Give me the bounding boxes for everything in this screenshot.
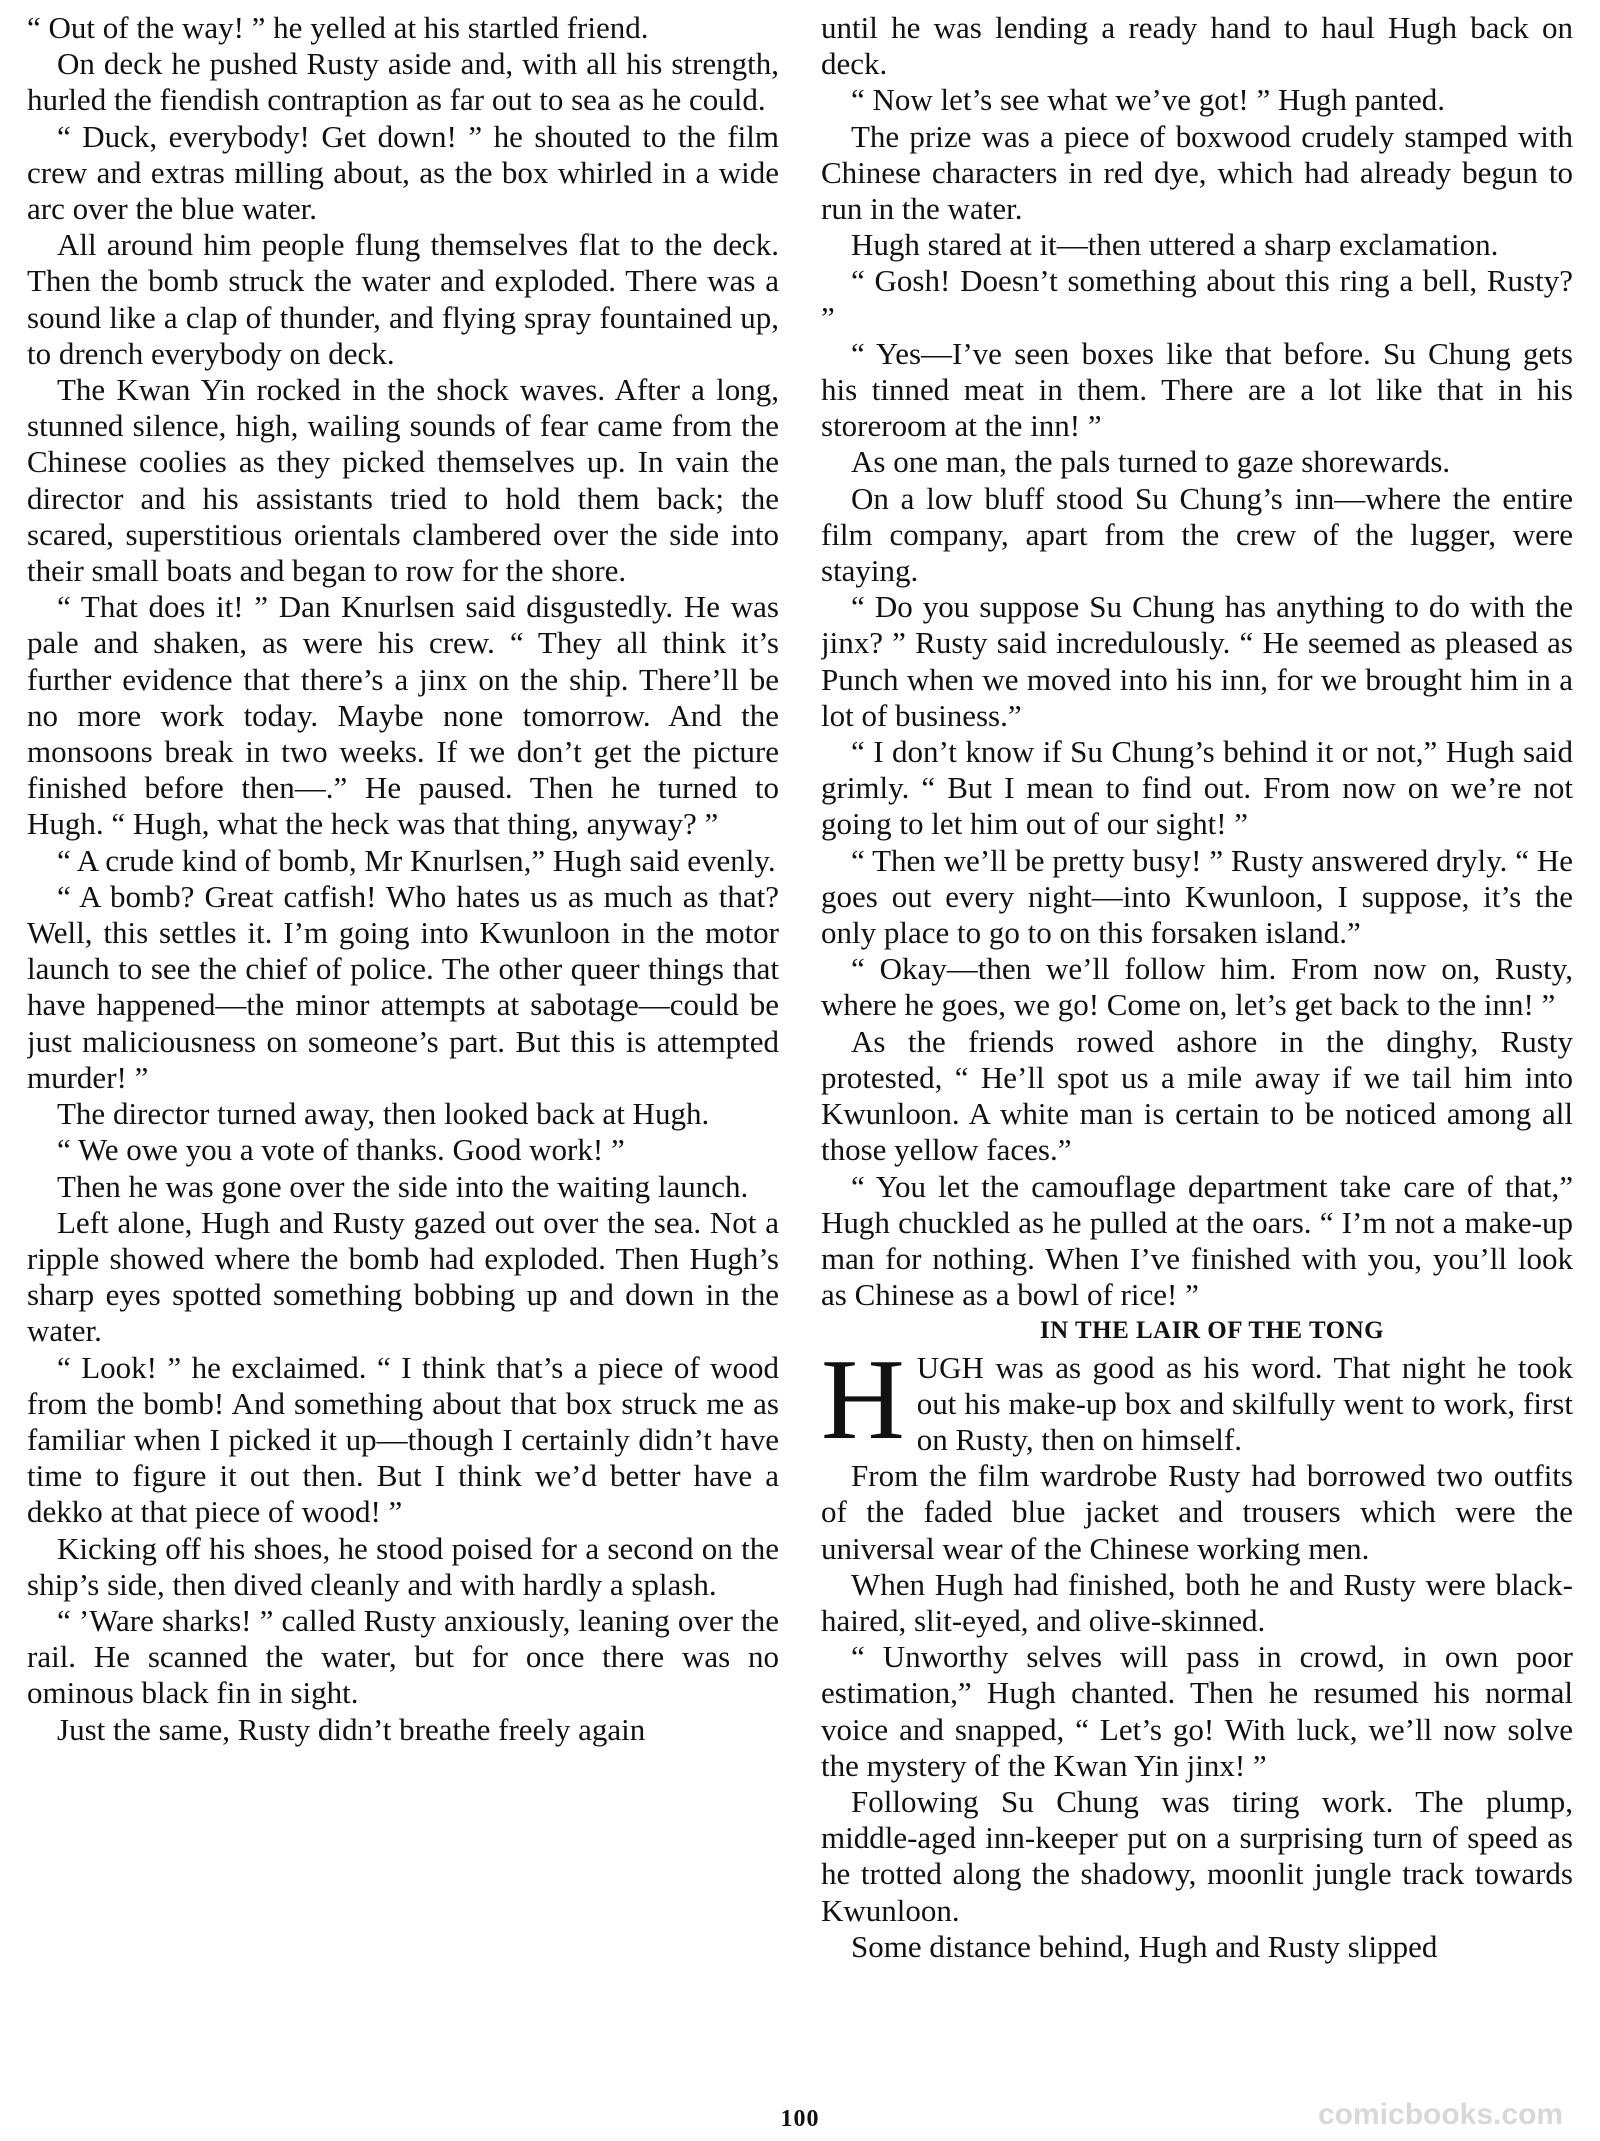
paragraph: As one man, the pals turned to gaze shorewards. (851, 444, 1451, 480)
paragraph: When Hugh had finished, both he and Rusty were black-haired, slit-eyed, and olive-skinned. (821, 1566, 1573, 1638)
paragraph: “ We owe you a vote of thanks. Good work! ” (57, 1132, 625, 1168)
dropcap-paragraph-text: UGH was as good as his word. That night he took out his make-up box and skilfully went to work, first on Rusty, then on himself. (916, 1349, 1573, 1457)
paragraph: “ Then we’ll be pretty busy! ” Rusty answered dryly. “ He goes out every night—into Kwunloon, I suppose, it’s the only place to go to on this forsaken island.” (821, 842, 1573, 951)
section-heading: IN THE LAIR OF THE TONG (1039, 1317, 1385, 1345)
paragraph: Left alone, Hugh and Rusty gazed out over the sea. Not a ripple showed where the bomb had exploded. Then Hugh’s sharp eyes spotted something bobbing up and down in the water. (27, 1204, 779, 1349)
paragraph: “ ’Ware sharks! ” called Rusty anxiously, leaning over the rail. He scanned the water, but for once there was no ominous black fin in sight. (27, 1602, 779, 1711)
paragraph: Kicking off his shoes, he stood poised for a second on the ship’s side, then dived cleanly and with hardly a splash. (27, 1530, 779, 1602)
paragraph: until he was lending a ready hand to haul Hugh back on deck. (821, 10, 1573, 82)
right-column (821, 10, 1573, 2090)
dropcap-paragraph (821, 1335, 1573, 1464)
paragraph: As the friends rowed ashore in the dinghy, Rusty protested, “ He’ll spot us a mile away if we tail him into Kwunloon. A white man is certain to be noticed among all those yellow faces.” (821, 1023, 1573, 1168)
paragraph: “ Look! ” he exclaimed. “ I think that’s a piece of wood from the bomb! And something about that box struck me as familiar when I picked it up—though I certainly didn’t have time to figure it out then. But I think we’d better have a dekko at that piece of wood! ” (27, 1349, 779, 1530)
paragraph: The prize was a piece of boxwood crudely stamped with Chinese characters in red dye, which had already begun to run in the water. (821, 118, 1573, 227)
paragraph: “ Gosh! Doesn’t something about this ring a bell, Rusty? ” (821, 263, 1573, 335)
paragraph: “ That does it! ” Dan Knurlsen said disgustedly. He was pale and shaken, as were his crew. “ They all think it’s further evidence that there’s a jinx on the ship. There’ll be no more work today. Maybe none tomorrow. And the monsoons break in two weeks. If we don’t get the picture finished before then—.” He paused. Then he turned to Hugh. “ Hugh, what the heck was that thing, anyway? ” (27, 589, 779, 842)
paragraph: Hugh stared at it—then uttered a sharp exclamation. (851, 227, 1499, 263)
page-number: 100 (780, 2106, 820, 2132)
paragraph: “ Yes—I’ve seen boxes like that before. Su Chung gets his tinned meat in them. There are a lot like that in his storeroom at the inn! ” (821, 335, 1573, 444)
paragraph: The director turned away, then looked back at Hugh. (57, 1096, 710, 1132)
paragraph: “ Do you suppose Su Chung has anything to do with the jinx? ” Rusty said incredulously. “ He seemed as pleased as Punch when we moved into his inn, for we brought him in a lot of business.” (821, 589, 1573, 733)
paragraph: “ Unworthy selves will pass in crowd, in own poor estimation,” Hugh chanted. Then he resumed his normal voice and snapped, “ Let’s go! With luck, we’ll now solve the mystery of the Kwan Yin jinx! ” (821, 1639, 1573, 1783)
paragraph: “ A bomb? Great catfish! Who hates us as much as that? Well, this settles it. I’m going into Kwunloon in the motor launch to see the chief of police. The other queer things that have happened—the minor attempts at sabotage—could be just maliciousness on someone’s part. But this is attempted murder! ” (27, 878, 779, 1095)
paragraph: On deck he pushed Rusty aside and, with all his strength, hurled the fiendish contraption as far out to sea as he could. (27, 46, 779, 118)
paragraph: On a low bluff stood Su Chung’s inn—where the entire film company, apart from the crew of the lugger, were staying. (821, 480, 1573, 589)
paragraph: “ I don’t know if Su Chung’s behind it or not,” Hugh said grimly. “ But I mean to find out. From now on we’re not going to let him out of our sight! ” (821, 734, 1573, 842)
paragraph: All around him people flung themselves flat to the deck. Then the bomb struck the water and exploded. There was a sound like a clap of thunder, and flying spray fountained up, to drench everybody on deck. (27, 227, 779, 371)
paragraph: “ Okay—then we’ll follow him. From now on, Rusty, where he goes, we go! Come on, let’s get back to the inn! ” (821, 951, 1573, 1023)
paragraph: Then he was gone over the side into the waiting launch. (57, 1168, 749, 1204)
paragraph: From the film wardrobe Rusty had borrowed two outfits of the faded blue jacket and trousers which were the universal wear of the Chinese working men. (821, 1458, 1573, 1566)
paragraph: “ Now let’s see what we’ve got! ” Hugh panted. (851, 82, 1445, 118)
watermark: comicbooks.com (1318, 2098, 1564, 2131)
paragraph: “ Out of the way! ” he yelled at his startled friend. (27, 10, 649, 45)
left-column (27, 10, 779, 2090)
paragraph: “ A crude kind of bomb, Mr Knurlsen,” Hugh said evenly. (57, 842, 776, 878)
paragraph: Some distance behind, Hugh and Rusty slipped (851, 1928, 1438, 1964)
paragraph: Following Su Chung was tiring work. The plump, middle-aged inn-keeper put on a surprising turn of speed as he trotted along the shadowy, moonlit jungle track towards Kwunloon. (821, 1783, 1573, 1928)
paragraph: “ You let the camouflage department take care of that,” Hugh chuckled as he pulled at the oars. “ I’m not a make-up man for nothing. When I’ve finished with you, you’ll look as Chinese as a bowl of rice! ” (821, 1168, 1573, 1313)
drop-cap: H (821, 1335, 905, 1464)
paragraph: “ Duck, everybody! Get down! ” he shouted to the film crew and extras milling about, as the box whirled in a wide arc over the blue water. (27, 118, 779, 227)
paragraph: Just the same, Rusty didn’t breathe freely again (57, 1711, 646, 1747)
paragraph: The Kwan Yin rocked in the shock waves. After a long, stunned silence, high, wailing sounds of fear came from the Chinese coolies as they picked themselves up. In vain the director and his assistants tried to hold them back; the scared, superstitious orientals clambered over the side into their small boats and began to row for the shore. (27, 372, 779, 589)
